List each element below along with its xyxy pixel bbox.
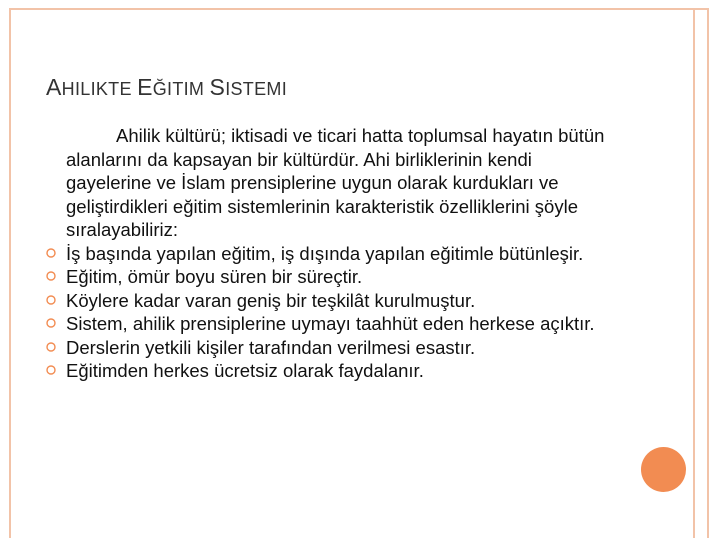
bullet-text: Eğitimden herkes ücretsiz olarak faydalanır. [66, 360, 424, 381]
slide-body [46, 124, 616, 383]
decorative-circle [641, 447, 686, 492]
title-rest-3: ISTEMI [225, 79, 287, 99]
list-item [46, 289, 616, 313]
circle-bullet-icon [46, 365, 56, 375]
bullet-text: Eğitim, ömür boyu süren bir süreçtir. [66, 266, 363, 287]
list-item [46, 265, 616, 289]
title-initial-a: A [46, 74, 62, 100]
slide-frame-inner-line [693, 8, 695, 538]
list-item [46, 242, 616, 266]
bullet-text: Sistem, ahilik prensiplerine uymayı taahhüt eden herkese açıktır. [66, 313, 595, 334]
bullet-text: Derslerin yetkili kişiler tarafından verilmesi esastır. [66, 336, 476, 358]
list-item [46, 312, 616, 336]
intro-paragraph: Ahilik kültürü; iktisadi ve ticari hatta toplumsal hayatın bütün alanlarını da kapsayan bir kültürdür. Ahi birliklerinin kendi gayelerine ve İslam prensiplerine uygun olarak kurdukları ve geliştirdikleri eğitim sistemlerinin karakteristik özelliklerini şöyle sıralayabiliriz: [66, 125, 605, 240]
title-initial-s: S [209, 74, 226, 100]
circle-bullet-icon [46, 271, 56, 281]
title-rest-1: HILIKTE [61, 79, 138, 99]
circle-bullet-icon [46, 248, 56, 258]
bullet-list [46, 242, 616, 383]
title-rest-2: ĞITIM [152, 79, 210, 99]
list-item [46, 359, 616, 383]
slide-title [46, 74, 287, 101]
bullet-text: İş başında yapılan eğitim, iş dışında yapılan eğitimle bütünleşir. [66, 242, 584, 264]
bullet-text: Köylere kadar varan geniş bir teşkilât kurulmuştur. [66, 289, 476, 311]
list-item [46, 336, 616, 360]
title-initial-e: E [137, 74, 153, 100]
circle-bullet-icon [46, 318, 56, 328]
circle-bullet-icon [46, 295, 56, 305]
circle-bullet-icon [46, 342, 56, 352]
